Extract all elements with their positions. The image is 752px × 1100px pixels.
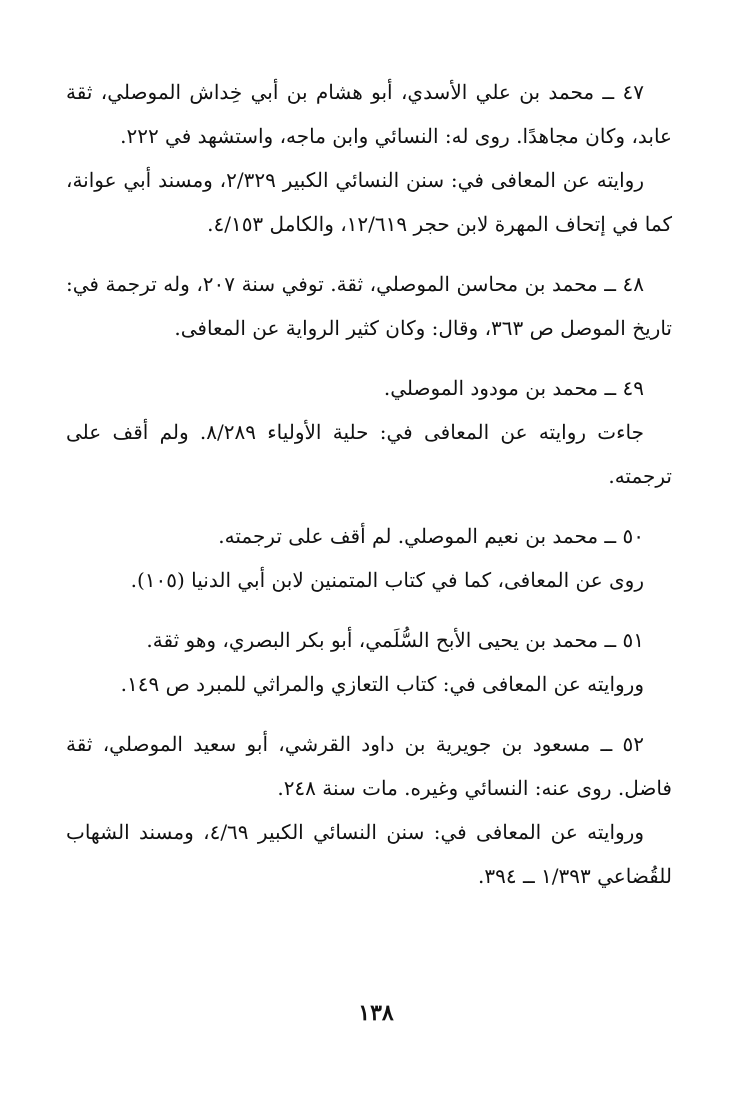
- entry-50: [66, 514, 672, 602]
- entries-list: [66, 70, 672, 914]
- entry-52: [66, 722, 672, 898]
- entry-heading: ٤٧ ــ محمد بن علي الأسدي، أبو هشام بن أبي خِداش الموصلي، ثقة عابد، وكان مجاهدًا. روى له: النسائي وابن ماجه، واستشهد في ٢٢٢.: [66, 80, 672, 148]
- entry-paragraph: وروايته عن المعافى في: كتاب التعازي والمراثي للمبرد ص ١٤٩.: [120, 672, 644, 696]
- entry-paragraph: جاءت روايته عن المعافى في: حلية الأولياء ٨/٢٨٩. ولم أقف على ترجمته.: [66, 420, 672, 488]
- entry-48: [66, 262, 672, 350]
- entry-49: [66, 366, 672, 498]
- entry-heading: ٤٨ ــ محمد بن محاسن الموصلي، ثقة. توفي سنة ٢٠٧، وله ترجمة في: تاريخ الموصل ص ٣٦٣، وقال: وكان كثير الرواية عن المعافى.: [66, 272, 672, 340]
- entry-heading: ٥٢ ــ مسعود بن جويرية بن داود القرشي، أبو سعيد الموصلي، ثقة فاضل. روى عنه: النسائي وغيره. مات سنة ٢٤٨.: [66, 732, 672, 800]
- entry-47: [66, 70, 672, 246]
- entry-paragraph: وروايته عن المعافى في: سنن النسائي الكبير ٤/٦٩، ومسند الشهاب للقُضاعي ١/٣٩٣ ــ ٣٩٤.: [66, 820, 672, 888]
- entry-heading: ٥١ ــ محمد بن يحيى الأبح السُّلَمي، أبو بكر البصري، وهو ثقة.: [146, 628, 644, 652]
- entry-heading: ٤٩ ــ محمد بن مودود الموصلي.: [383, 376, 644, 400]
- entry-51: [66, 618, 672, 706]
- entry-paragraph: روايته عن المعافى في: سنن النسائي الكبير ٢/٣٢٩، ومسند أبي عوانة، كما في إتحاف المهرة لابن حجر ١٢/٦١٩، والكامل ٤/١٥٣.: [66, 168, 672, 236]
- entry-paragraph: روى عن المعافى، كما في كتاب المتمنين لابن أبي الدنيا (١٠٥).: [130, 568, 644, 592]
- page-number: ١٣٨: [358, 1000, 394, 1026]
- entry-heading: ٥٠ ــ محمد بن نعيم الموصلي. لم أقف على ترجمته.: [218, 524, 644, 548]
